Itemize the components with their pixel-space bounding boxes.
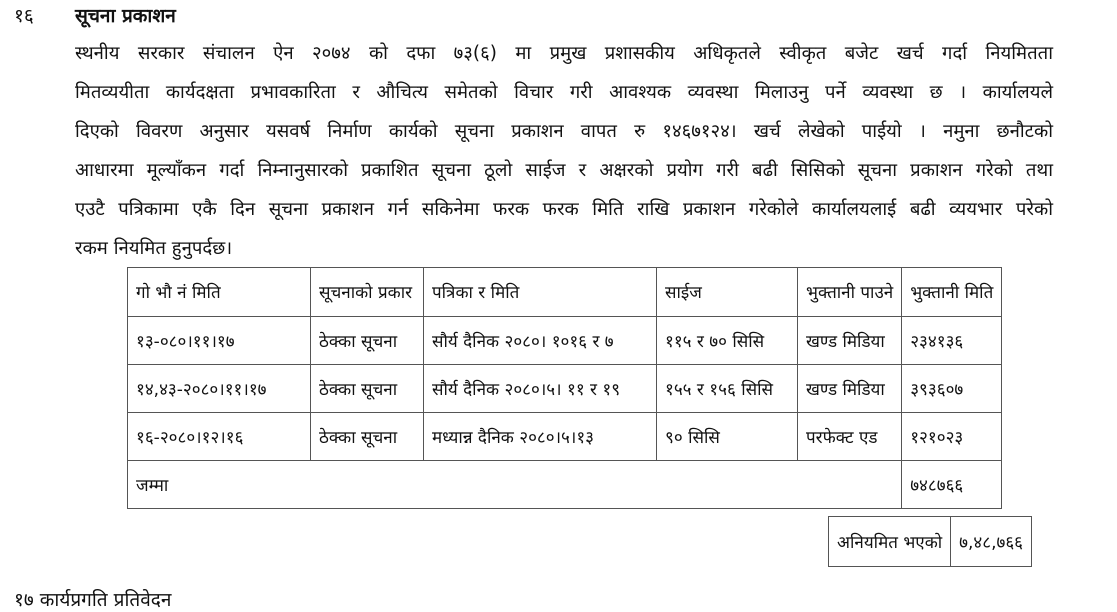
total-label: जम्मा [128,461,902,509]
total-value: ७४८७६६ [902,461,1002,509]
table-row [128,365,1002,413]
table-cell: ९० सिसि [657,413,798,461]
irregular-row [829,517,1032,567]
table-cell: १२१०२३ [902,413,1002,461]
section-title: सूचना प्रकाशन [75,5,176,27]
table-cell: सौर्य दैनिक २०८०।५। ११ र १९ [424,365,657,413]
section-paragraph [75,34,1053,268]
paragraph-line: स्थनीय सरकार संचालन ऐन २०७४ को दफा ७३(६) मा प्रमुख प्रशासकीय अधिकृतले स्वीकृत बजेट खर्च गर्दा नियमितता [75,43,1053,64]
irregular-amount-box [828,516,1032,567]
irregular-value: ७,४८,७६६ [951,517,1032,567]
irregular-label: अनियमित भएको [829,517,951,567]
table-cell: ठेक्का सूचना [311,317,424,365]
header-notice-type: सूचनाको प्रकार [311,268,424,317]
table-cell: ठेक्का सूचना [311,413,424,461]
table-cell: १४,४३-२०८०।११।१७ [128,365,311,413]
table-cell: सौर्य दैनिक २०८०। १०१६ र ७ [424,317,657,365]
table-cell: खण्ड मिडिया [798,317,902,365]
paragraph-line: एउटै पत्रिकामा एकै दिन सूचना प्रकाशन गर्न सकिनेमा फरक फरक मिति राखि प्रकाशन गरेकोले कार्यालयलाई बढी व्ययभार परेको [75,199,1053,220]
header-voucher-date: गो भौ नं मिति [128,268,311,317]
table-cell: मध्यान्न दैनिक २०८०।५।१३ [424,413,657,461]
table-total-row [128,461,1002,509]
table-row [128,317,1002,365]
table-header-row [128,268,1002,317]
header-payee: भुक्तानी पाउने [798,268,902,317]
paragraph-line: मितव्ययीता कार्यदक्षता प्रभावकारिता र औचित्य समेतको विचार गरी आवश्यक व्यवस्था मिलाउनु पर्ने व्यवस्था छ । कार्यालयले [75,82,1053,103]
section-number: १६ [14,5,34,27]
table-cell: खण्ड मिडिया [798,365,902,413]
header-payment-amount: भुक्तानी मिति [902,268,1002,317]
paragraph-line: आधारमा मूल्याँकन गर्दा निम्नानुसारको प्रकाशित सूचना ठूलो साईज र अक्षरको प्रयोग गरी बढी सिसिको सूचना प्रकाशन गरेको तथा [75,160,1053,181]
paragraph-line: दिएको विवरण अनुसार यसवर्ष निर्माण कार्यको सूचना प्रकाशन वापत रु १४६७१२४। खर्च लेखेको पाईयो । नमुना छनौटको [75,121,1053,142]
table-cell: ठेक्का सूचना [311,365,424,413]
header-newspaper-date: पत्रिका र मिति [424,268,657,317]
table-cell: २३४१३६ [902,317,1002,365]
table-row [128,413,1002,461]
paragraph-line: रकम नियमित हुनुपर्दछ। [75,238,233,259]
table-cell: १५५ र १५६ सिसि [657,365,798,413]
notice-publication-table [127,267,1002,509]
table-cell: ३९३६०७ [902,365,1002,413]
table-cell: ११५ र ७० सिसि [657,317,798,365]
table-cell: परफेक्ट एड [798,413,902,461]
table-cell: १३-०८०।११।१७ [128,317,311,365]
next-section-partial: १७ कार्यप्रगति प्रतिवेदन [14,589,172,611]
table-cell: १६-२०८०।१२।१६ [128,413,311,461]
header-size: साईज [657,268,798,317]
